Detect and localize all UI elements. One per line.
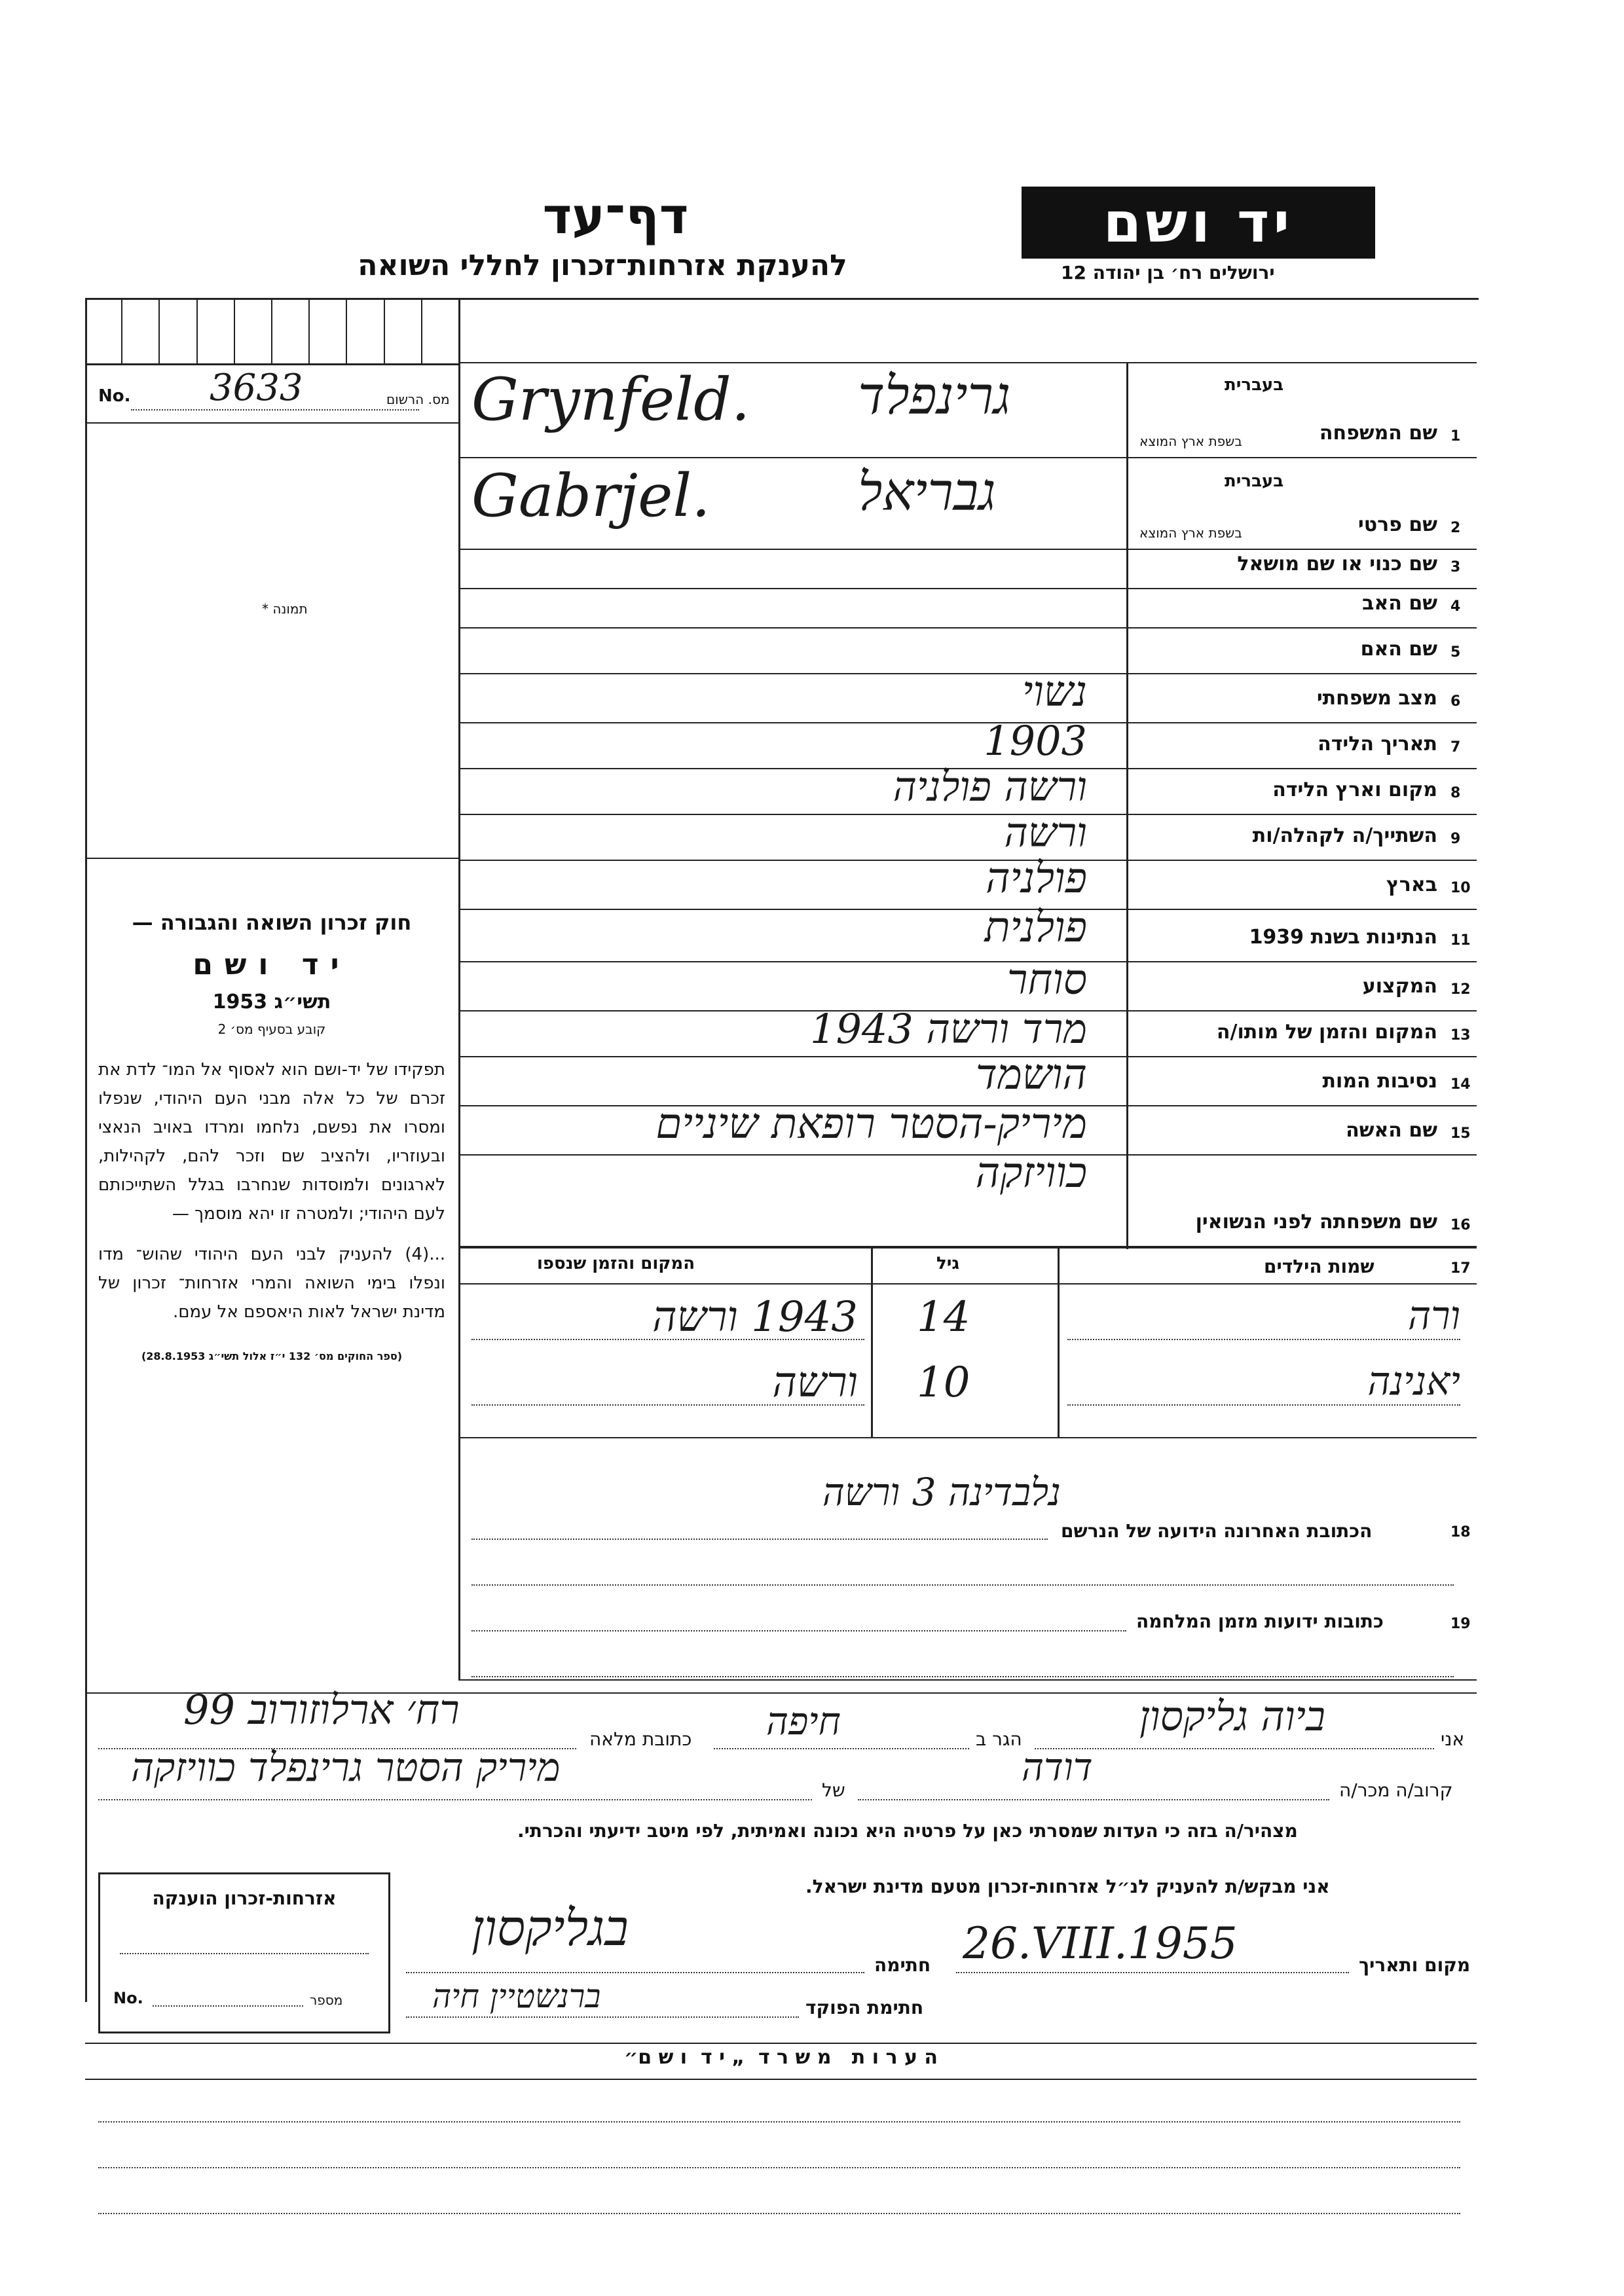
- war-addresses-label: כתובות ידועות מזמן המלחמה: [1136, 1611, 1384, 1632]
- stamp-title: אזרחות-זכרון הוענקה: [152, 1887, 337, 1909]
- field-number: 2: [1450, 520, 1461, 536]
- left-column-divider: [458, 298, 460, 1679]
- officer-signature: ברנשטיין חיה: [432, 1977, 601, 2015]
- address-line: ירושלים רח׳ בן יהודה 12: [1061, 262, 1275, 283]
- field-sub-origin: בשפת ארץ המוצא: [1139, 525, 1242, 541]
- field-value-hebrew: גבריאל: [858, 462, 996, 522]
- field-number: 3: [1450, 559, 1461, 575]
- declarant-signature: בגליקסון: [471, 1899, 629, 1957]
- field-row-line: [458, 549, 1477, 550]
- stamp-no-label: No.: [113, 1989, 143, 2007]
- law-title: חוק זכרון השואה והגבורה —: [132, 910, 412, 935]
- citizenship-stamp-box: [98, 1872, 390, 2033]
- code-boxes: [85, 298, 458, 365]
- photo-divider: [85, 858, 458, 859]
- no-label: No.: [98, 386, 131, 406]
- remarks-title: ה ע ר ו ת מ ש ר ד „ י ד ו ש ם״: [623, 2046, 938, 2069]
- children-names-header: שמות הילדים: [1264, 1256, 1375, 1277]
- law-year: תשי״ג 1953: [212, 991, 331, 1013]
- field-value: פולנית: [984, 903, 1087, 952]
- field-sub-origin: בשפת ארץ המוצא: [1139, 433, 1242, 449]
- field-label: שם משפחתה לפני הנשואין: [1195, 1211, 1437, 1233]
- field-number: 12: [1450, 981, 1471, 998]
- address-bottom-line: [458, 1679, 1477, 1681]
- registration-label: מס. הרשום: [386, 392, 450, 407]
- label-column-divider: [1126, 362, 1128, 1249]
- field-row-line: [458, 627, 1477, 629]
- field-label: שם כנוי או שם מושאל: [1237, 553, 1437, 575]
- field-value: ורשה: [1004, 809, 1087, 856]
- field-label: נסיבות המות: [1322, 1070, 1437, 1093]
- field-label: המקצוע: [1362, 975, 1437, 998]
- children-div-2: [1058, 1247, 1060, 1437]
- decl-relative-label: קרוב/ה מכר/ה: [1339, 1779, 1453, 1801]
- decl-of-whom: מיריק הסטר גרינפלד כוויזקה: [131, 1745, 561, 1791]
- field-label: מקום וארץ הלידה: [1272, 778, 1437, 801]
- field-label: השתייך/ה לקהלה/ות: [1252, 824, 1437, 847]
- decl-statement: מצהיר/ה בזה כי העדות שמסרתי כאן על פרטיה היא נכונה ואמיתית, לפי מיטב ידיעתי והכרתי.: [517, 1820, 1298, 1842]
- last-address-label: הכתובת האחרונה הידועה של הנרשם: [1061, 1520, 1373, 1542]
- field-number: 1: [1450, 428, 1461, 445]
- field-number: 13: [1450, 1027, 1471, 1044]
- signature-label: חתימה: [874, 1954, 931, 1976]
- field-label: המקום והזמן של מותו/ה: [1216, 1021, 1437, 1044]
- logo-text: יד ושם: [1103, 191, 1294, 255]
- decl-address-label: כתובת מלאה: [589, 1728, 692, 1750]
- children-place-header: המקום והזמן שנספו: [537, 1254, 695, 1273]
- field-value-hebrew: גרינפלד: [858, 365, 1011, 426]
- field-value: סוחר: [1006, 956, 1087, 1004]
- children-number: 17: [1450, 1260, 1471, 1277]
- field-value: מרד ורשה 1943: [810, 1005, 1087, 1053]
- field-18-number: 18: [1450, 1524, 1471, 1540]
- decl-gar-b: הגר ב: [976, 1728, 1022, 1750]
- child-name: ורה: [1408, 1293, 1460, 1339]
- decl-city: חיפה: [766, 1699, 841, 1743]
- decl-ani: אני: [1441, 1728, 1465, 1750]
- field-number: 14: [1450, 1076, 1471, 1093]
- field-label: שם האם: [1360, 638, 1437, 661]
- children-header-line: [458, 1283, 1477, 1285]
- field-label: תאריך הלידה: [1318, 733, 1437, 756]
- field-label: מצב משפחתי: [1316, 687, 1437, 710]
- field-label: שם פרטי: [1357, 513, 1437, 536]
- field-number: 5: [1450, 644, 1461, 661]
- field-value: כוויזקה: [975, 1149, 1087, 1197]
- field-row-line: [458, 961, 1477, 962]
- law-paragraph-1: תפקידו של יד-ושם הוא לאסוף אל המו־ לדת את זכרם של כל אלה מבני העם היהודי, שנפלו ומסרו את נפשם, נלחמו ומרדו באויב הנאצי ובעוזריו, ולהציב שם וזכר להם, לקהילות, לארגונים ולמוסדות שנחרבו בגלל השתייכותם לעם היהודי; ולמטרה זו יהא מוסמך —: [98, 1060, 445, 1224]
- field-number: 7: [1450, 739, 1461, 756]
- place-date-label: מקום ותאריך: [1359, 1954, 1471, 1976]
- child-death-place: ורשה: [772, 1358, 858, 1407]
- child-name: יאנינה: [1367, 1358, 1460, 1404]
- field-number: 10: [1450, 880, 1471, 896]
- field-label: בארץ: [1386, 873, 1437, 896]
- field-value: 1903: [984, 717, 1087, 765]
- field-value: פולניה: [986, 854, 1087, 903]
- field-label: שם האב: [1362, 592, 1437, 615]
- officer-signature-label: חתימת הפוקד: [805, 1997, 924, 2018]
- field-row-line: [458, 722, 1477, 723]
- field-value: נשוי: [1022, 668, 1087, 716]
- field-19-number: 19: [1450, 1616, 1471, 1632]
- header-divider: [458, 362, 1477, 363]
- photo-label: תמונה *: [262, 601, 308, 617]
- field-row-line: [458, 588, 1477, 589]
- field-label: שם האשה: [1346, 1119, 1437, 1142]
- field-number: 15: [1450, 1125, 1471, 1142]
- remarks-top-line: [85, 2043, 1477, 2044]
- field-row-line: [458, 1056, 1477, 1057]
- law-paragraph-2: ...(4) להעניק לבני העם היהודי שהוש־ מדו ונפלו בימי השואה והמרי אזרחות־ זכרון של מדינת ישראל לאות היאספם אל עמם.: [98, 1245, 445, 1322]
- field-row-line: [458, 909, 1477, 910]
- child-age: 14: [917, 1293, 970, 1341]
- field-label: שם המשפחה: [1319, 422, 1437, 445]
- field-row-line: [458, 457, 1477, 458]
- decl-request: אני מבקש/ת להעניק לנ״ל אזרחות-זכרון מטעם מדינת ישראל.: [805, 1876, 1330, 1897]
- field-row-line: [458, 1154, 1477, 1156]
- field-row-line: [458, 673, 1477, 674]
- law-citation: (ספר החוקים מס׳ 132 י״ז אלול תשי״ג 28.8.1953): [141, 1350, 403, 1362]
- decl-relation: דודה: [1022, 1745, 1093, 1789]
- decl-street: רח׳ ארלוזורוב 99: [183, 1686, 460, 1734]
- yad-vashem-logo: [1022, 187, 1375, 259]
- field-number: 16: [1450, 1217, 1471, 1233]
- page-title: דף־עד: [542, 187, 689, 245]
- field-value: הושמד: [975, 1051, 1087, 1099]
- law-name: יד ושם: [193, 948, 351, 981]
- children-top-line: [458, 1247, 1477, 1248]
- decl-shel: של: [822, 1779, 845, 1801]
- field-sub-hebrew: בעברית: [1225, 375, 1284, 395]
- stamp-number-label: מספר: [310, 1992, 343, 2008]
- law-section: קובע בסעיף מס׳ 2: [217, 1021, 326, 1037]
- last-address-value: נלבדינה 3 ורשה: [822, 1470, 1061, 1514]
- field-label: הנתינות בשנת 1939: [1249, 926, 1437, 949]
- children-div-1: [871, 1247, 873, 1437]
- field-number: 4: [1450, 598, 1461, 615]
- field-value: מיריק-הסטר רופאת שיניים: [655, 1100, 1087, 1148]
- child-death-place: 1943 ורשה: [652, 1293, 858, 1341]
- field-number: 6: [1450, 693, 1461, 710]
- field-value-latin: Grynfeld.: [471, 365, 750, 434]
- reg-divider: [85, 422, 458, 424]
- field-value-latin: Gabrjel.: [471, 462, 710, 530]
- decl-declarant: ביוה גליקסון: [1139, 1692, 1325, 1740]
- declaration-date: 26.VIII.1955: [963, 1918, 1238, 1969]
- children-age-header: גיל: [936, 1254, 960, 1273]
- child-age: 10: [917, 1358, 970, 1407]
- field-value: ורשה פולניה: [893, 763, 1087, 811]
- field-number: 9: [1450, 831, 1461, 847]
- law-block: [98, 910, 445, 1362]
- field-sub-hebrew: בעברית: [1225, 471, 1284, 491]
- page-subtitle: להענקת אזרחות־זכרון לחללי השואה: [358, 249, 847, 282]
- registration-number: 3633: [210, 367, 303, 409]
- field-number: 11: [1450, 932, 1471, 949]
- children-bottom-line: [458, 1437, 1477, 1438]
- field-number: 8: [1450, 785, 1461, 801]
- field-row-line: [458, 814, 1477, 815]
- remarks-header-line: [85, 2079, 1477, 2080]
- field-row-line: [458, 860, 1477, 861]
